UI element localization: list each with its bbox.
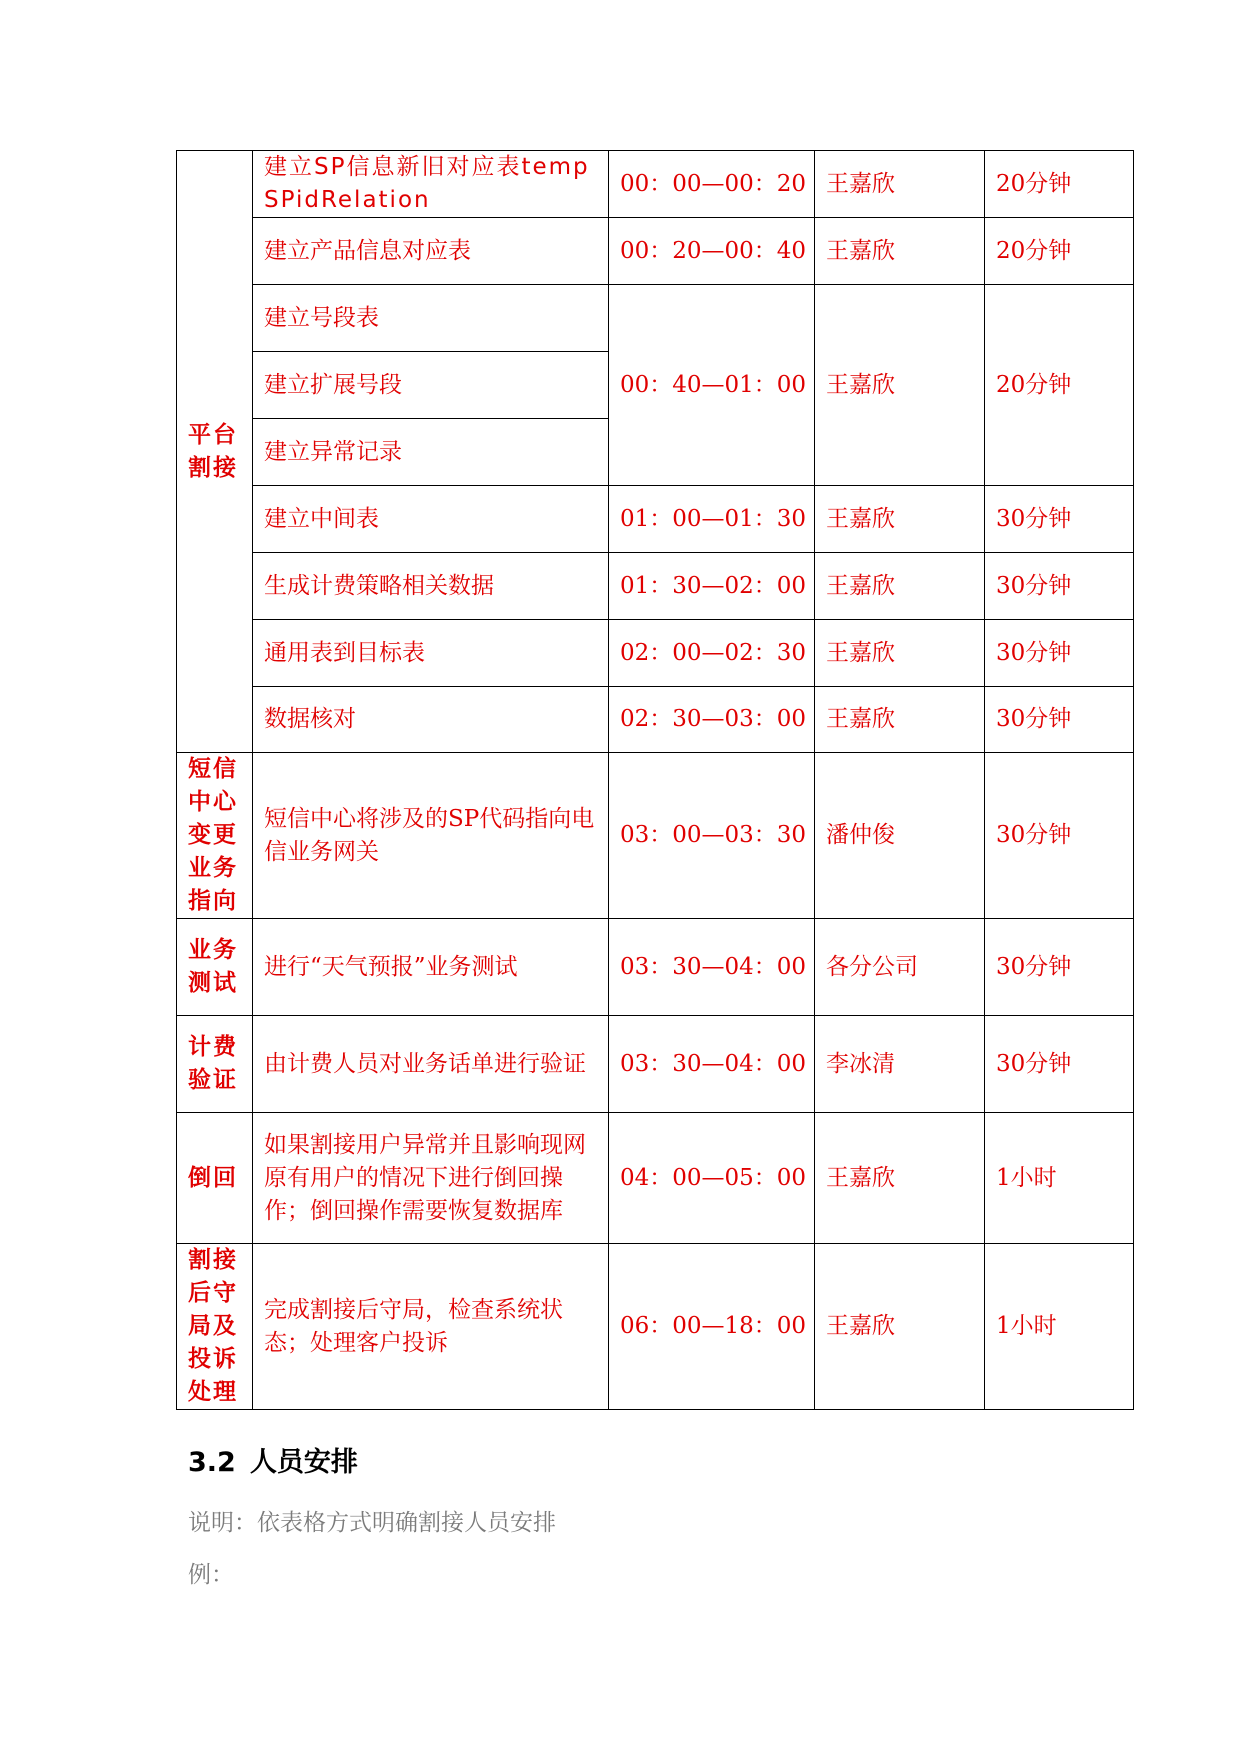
task-cell: 数据核对 [253,687,609,753]
section-heading [188,1440,358,1479]
task-cell: 建立SP信息新旧对应表tempSPidRelation [253,151,609,218]
time-cell: 03：30—04：00 [609,1016,815,1113]
time-cell: 03：00—03：30 [609,753,815,919]
duration-cell: 1小时 [985,1244,1134,1410]
time-cell: 00：40—01：00 [609,285,815,486]
person-cell: 潘仲俊 [815,753,985,919]
person-cell: 王嘉欣 [815,620,985,687]
time-cell: 06：00—18：00 [609,1244,815,1410]
section-number: 3.2 [188,1447,236,1478]
time-cell: 00：00—00：20 [609,151,815,218]
phase-cell: 平台割接 [177,151,253,753]
time-cell: 01：30—02：00 [609,553,815,620]
duration-cell: 30分钟 [985,486,1134,553]
duration-cell: 30分钟 [985,553,1134,620]
task-cell: 进行“天气预报”业务测试 [253,919,609,1016]
duration-cell: 30分钟 [985,919,1134,1016]
duration-cell: 30分钟 [985,620,1134,687]
person-cell: 王嘉欣 [815,151,985,218]
time-cell: 02：00—02：30 [609,620,815,687]
person-cell: 王嘉欣 [815,218,985,285]
cutover-schedule-table [176,150,1134,1410]
person-cell: 李冰清 [815,1016,985,1113]
task-cell: 建立扩展号段 [253,352,609,419]
table-row [177,1113,1134,1244]
table-row [177,486,1134,553]
duration-cell: 20分钟 [985,218,1134,285]
table-row [177,151,1134,218]
table-row [177,553,1134,620]
task-cell: 生成计费策略相关数据 [253,553,609,620]
person-cell: 王嘉欣 [815,1113,985,1244]
phase-cell: 业务测试 [177,919,253,1016]
person-cell: 王嘉欣 [815,687,985,753]
duration-cell: 30分钟 [985,1016,1134,1113]
table-row [177,1244,1134,1410]
person-cell: 各分公司 [815,919,985,1016]
table-row [177,1016,1134,1113]
table-row [177,919,1134,1016]
task-cell: 短信中心将涉及的SP代码指向电信业务网关 [253,753,609,919]
duration-cell: 1小时 [985,1113,1134,1244]
duration-cell: 20分钟 [985,285,1134,486]
duration-cell: 20分钟 [985,151,1134,218]
table-row [177,687,1134,753]
time-cell: 04：00—05：00 [609,1113,815,1244]
task-cell: 如果割接用户异常并且影响现网原有用户的情况下进行倒回操作；倒回操作需要恢复数据库 [253,1113,609,1244]
time-cell: 01：00—01：30 [609,486,815,553]
phase-cell: 倒回 [177,1113,253,1244]
task-cell: 通用表到目标表 [253,620,609,687]
phase-cell: 短信中心变更业务指向 [177,753,253,919]
task-cell: 由计费人员对业务话单进行验证 [253,1016,609,1113]
person-cell: 王嘉欣 [815,486,985,553]
table-row [177,620,1134,687]
phase-cell: 割接后守局及投诉处理 [177,1244,253,1410]
task-cell: 完成割接后守局，检查系统状态；处理客户投诉 [253,1244,609,1410]
table-row [177,285,1134,352]
task-cell: 建立产品信息对应表 [253,218,609,285]
section-title: 人员安排 [249,1447,358,1478]
time-cell: 03：30—04：00 [609,919,815,1016]
duration-cell: 30分钟 [985,687,1134,753]
task-cell: 建立号段表 [253,285,609,352]
table-row [177,753,1134,919]
person-cell: 王嘉欣 [815,1244,985,1410]
time-cell: 02：30—03：00 [609,687,815,753]
time-cell: 00：20—00：40 [609,218,815,285]
task-cell: 建立中间表 [253,486,609,553]
task-cell: 建立异常记录 [253,419,609,486]
person-cell: 王嘉欣 [815,553,985,620]
example-paragraph: 例： [188,1562,234,1588]
person-cell: 王嘉欣 [815,285,985,486]
duration-cell: 30分钟 [985,753,1134,919]
note-paragraph: 说明：依表格方式明确割接人员安排 [188,1510,556,1536]
table-row [177,218,1134,285]
phase-cell: 计费验证 [177,1016,253,1113]
